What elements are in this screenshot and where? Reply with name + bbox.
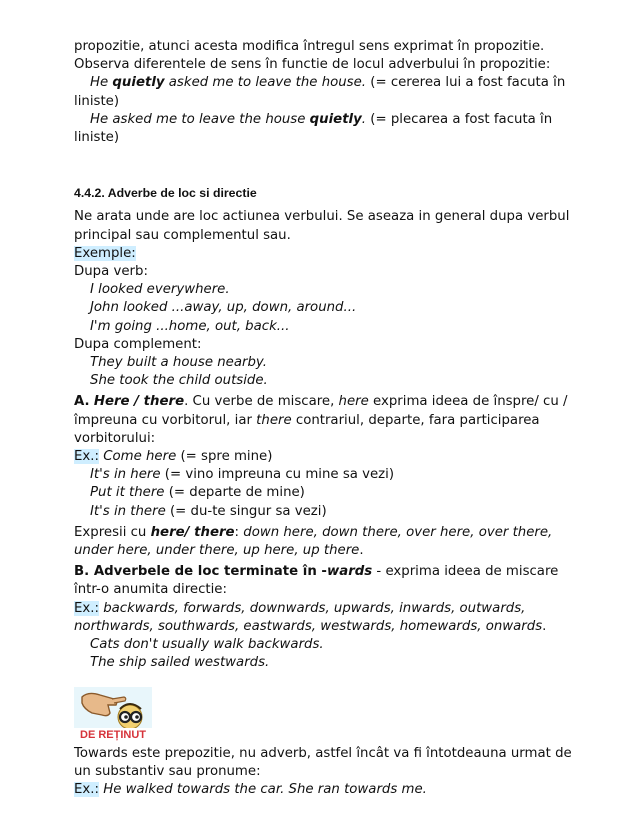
example-sentence: I looked everywhere. [90,282,230,298]
paragraph-line: principal sau complementul sau. [74,227,291,243]
paragraph-line: propozitie, atunci acesta modifica întregul sens exprimat în propozitie. [74,39,545,54]
example-sentence: It's in here (= vino impreuna cu mine sa vezi) [90,467,395,483]
paragraph-line: un substantiv sau pronume: [74,763,261,779]
paragraph-line: liniste) [74,93,120,109]
exemple-label: Exemple: [74,245,136,261]
de-retinut-label: DE REȚINUT [74,728,152,743]
paragraph-line: Observa diferentele de sens în functie de locul adverbului în propozitie: [74,57,551,73]
paragraph-line: Dupa complement: [74,336,202,352]
example-list: northwards, southwards, eastwards, westwards, homewards, onwards. [74,618,547,634]
example-sentence: Put it there (= departe de mine) [90,485,305,501]
paragraph-line: liniste) [74,130,120,146]
document-page [74,38,594,799]
ex-label: Ex.: [74,781,99,797]
example-sentence: Ex.: He walked towards the car. She ran towards me. [74,781,427,797]
part-a-title: Here / there [93,394,185,410]
example-sentence: The ship sailed westwards. [90,655,270,671]
section-heading: 4.4.2. Adverbe de loc si directie [74,186,257,201]
pointing-character-icon [74,687,152,731]
paragraph-line: Dupa verb: [74,264,148,280]
example-sentence: I'm going ...home, out, back... [90,318,290,334]
part-b-line: B. Adverbele de loc terminate în -wards - exprima ideea de miscare [74,564,559,580]
example-sentence: John looked ...away, up, down, around... [90,300,357,316]
paragraph-line: Ne arata unde are loc actiunea verbului. Se aseaza in general dupa verbul [74,209,570,225]
ex-label: Ex.: [74,600,99,616]
paragraph-line: under here, under there, up here, up there. [74,543,364,559]
example-sentence: They built a house nearby. [90,355,267,371]
example-sentence: Cats don't usually walk backwards. [90,637,324,653]
example-sentence: It's in there (= du-te singur sa vezi) [90,503,327,519]
ex-label: Ex.: [74,449,99,465]
example-list: Ex.: backwards, forwards, downwards, upwards, inwards, outwards, [74,600,526,616]
part-a-line: A. Here / there. Cu verbe de miscare, here exprima ideea de înspre/ cu / [74,394,568,410]
de-retinut-badge [74,687,152,743]
example-sentence: She took the child outside. [90,373,268,389]
example-sentence: Ex.: Come here (= spre mine) [74,449,273,465]
paragraph-line: Expresii cu here/ there: down here, down there, over here, over there, [74,524,553,540]
example-sentence: He asked me to leave the house quietly. (= plecarea a fost facuta în [90,111,553,127]
paragraph-line: vorbitorului: [74,430,156,446]
example-sentence: He quietly asked me to leave the house. (= cererea lui a fost facuta în [90,75,566,91]
paragraph-line: Towards este prepozitie, nu adverb, astfel încât va fi întotdeauna urmat de [74,745,572,761]
emphasis: quietly [112,75,165,91]
paragraph-line: împreuna cu vorbitorul, iar there contrariul, departe, fara participarea [74,412,540,428]
paragraph-line: într-o anumita directie: [74,582,227,598]
emphasis: quietly [309,111,362,127]
